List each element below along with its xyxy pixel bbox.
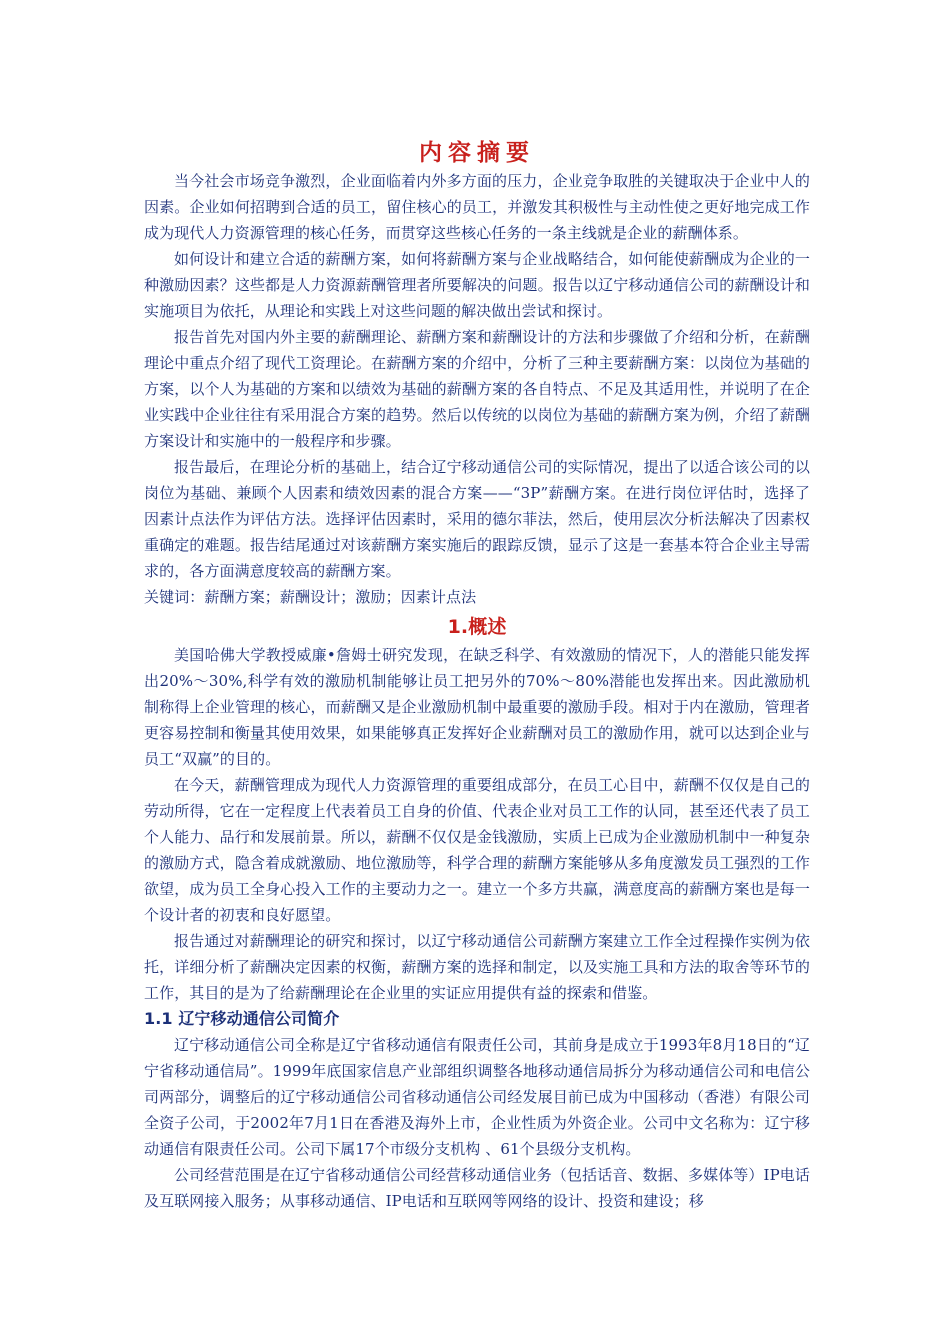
keywords-line: 关键词：薪酬方案；薪酬设计；激励；因素计点法 bbox=[144, 588, 477, 606]
abstract-paragraph-1: 当今社会市场竞争激烈，企业面临着内外多方面的压力，企业竞争取胜的关键取决于企业中人的因素。企业如何招聘到合适的员工，留住核心的员工，并激发其积极性与主动性使之更好地完成工作成为现代人力资源管理的核心任务，而贯穿这些核心任务的一条主线就是企业的薪酬体系。 bbox=[144, 172, 810, 242]
section-1-title: 1.概述 bbox=[447, 616, 507, 638]
section-1-paragraph-2: 在今天，薪酬管理成为现代人力资源管理的重要组成部分，在员工心目中，薪酬不仅仅是自己的劳动所得，它在一定程度上代表着员工自身的价值、代表企业对员工工作的认同，甚至还代表了员工个人能力、品行和发展前景。所以，薪酬不仅仅是金钱激励，实质上已成为企业激励机制中一种复杂的激励方式，隐含着成就激励、地位激励等，科学合理的薪酬方案能够从多角度激发员工强烈的工作欲望，成为员工全身心投入工作的主要动力之一。建立一个多方共赢，满意度高的薪酬方案也是每一个设计者的初衷和良好愿望。 bbox=[144, 776, 810, 924]
subsection-1-1-paragraph-1: 辽宁移动通信公司全称是辽宁省移动通信有限责任公司，其前身是成立于1993年8月18日的“辽宁省移动通信局”。1999年底国家信息产业部组织调整各地移动通信局拆分为移动通信公司和电信公司两部分，调整后的辽宁移动通信公司省移动通信公司经发展目前已成为中国移动（香港）有限公司全资子公司，于2002年7月1日在香港及海外上市，企业性质为外资企业。公司中文名称为：辽宁移动通信有限责任公司。公司下属17个市级分支机构 、61个县级分支机构。 bbox=[144, 1036, 810, 1158]
abstract-paragraph-3: 报告首先对国内外主要的薪酬理论、薪酬方案和薪酬设计的方法和步骤做了介绍和分析，在薪酬理论中重点介绍了现代工资理论。在薪酬方案的介绍中，分析了三种主要薪酬方案：以岗位为基础的方案，以个人为基础的方案和以绩效为基础的薪酬方案的各自特点、不足及其适用性，并说明了在企业实践中企业往往有采用混合方案的趋势。然后以传统的以岗位为基础的薪酬方案为例，介绍了薪酬方案设计和实施中的一般程序和步骤。 bbox=[144, 328, 810, 450]
document-page bbox=[144, 132, 810, 1214]
subsection-1-1-title: 1.1 辽宁移动通信公司简介 bbox=[144, 1009, 340, 1028]
section-1-paragraph-1: 美国哈佛大学教授威廉•詹姆士研究发现，在缺乏科学、有效激励的情况下，人的潜能只能发挥出20%～30%,科学有效的激励机制能够让员工把另外的70%～80%潜能也发挥出来。因此激励机制称得上企业管理的核心，而薪酬又是企业激励机制中最重要的激励手段。相对于内在激励，管理者更容易控制和衡量其使用效果，如果能够真正发挥好企业薪酬对员工的激励作用，就可以达到企业与员工“双赢”的目的。 bbox=[144, 646, 810, 768]
abstract-paragraph-4: 报告最后，在理论分析的基础上，结合辽宁移动通信公司的实际情况，提出了以适合该公司的以岗位为基础、兼顾个人因素和绩效因素的混合方案——“3P”薪酬方案。在进行岗位评估时，选择了因素计点法作为评估方法。选择评估因素时，采用的德尔菲法，然后，使用层次分析法解决了因素权重确定的难题。报告结尾通过对该薪酬方案实施后的跟踪反馈，显示了这是一套基本符合企业主导需求的，各方面满意度较高的薪酬方案。 bbox=[144, 458, 810, 580]
abstract-paragraph-2: 如何设计和建立合适的薪酬方案，如何将薪酬方案与企业战略结合，如何能使薪酬成为企业的一种激励因素？这些都是人力资源薪酬管理者所要解决的问题。报告以辽宁移动通信公司的薪酬设计和实施项目为依托，从理论和实践上对这些问题的解决做出尝试和探讨。 bbox=[144, 250, 810, 320]
abstract-title: 内容摘要 bbox=[419, 140, 535, 166]
subsection-1-1-paragraph-2: 公司经营范围是在辽宁省移动通信公司经营移动通信业务（包括话音、数据、多媒体等）IP电话及互联网接入服务；从事移动通信、IP电话和互联网等网络的设计、投资和建设；移 bbox=[144, 1166, 810, 1210]
section-1-paragraph-3: 报告通过对薪酬理论的研究和探讨，以辽宁移动通信公司薪酬方案建立工作全过程操作实例为依托，详细分析了薪酬决定因素的权衡，薪酬方案的选择和制定，以及实施工具和方法的取舍等环节的工作，其目的是为了给薪酬理论在企业里的实证应用提供有益的探索和借鉴。 bbox=[144, 932, 810, 1002]
